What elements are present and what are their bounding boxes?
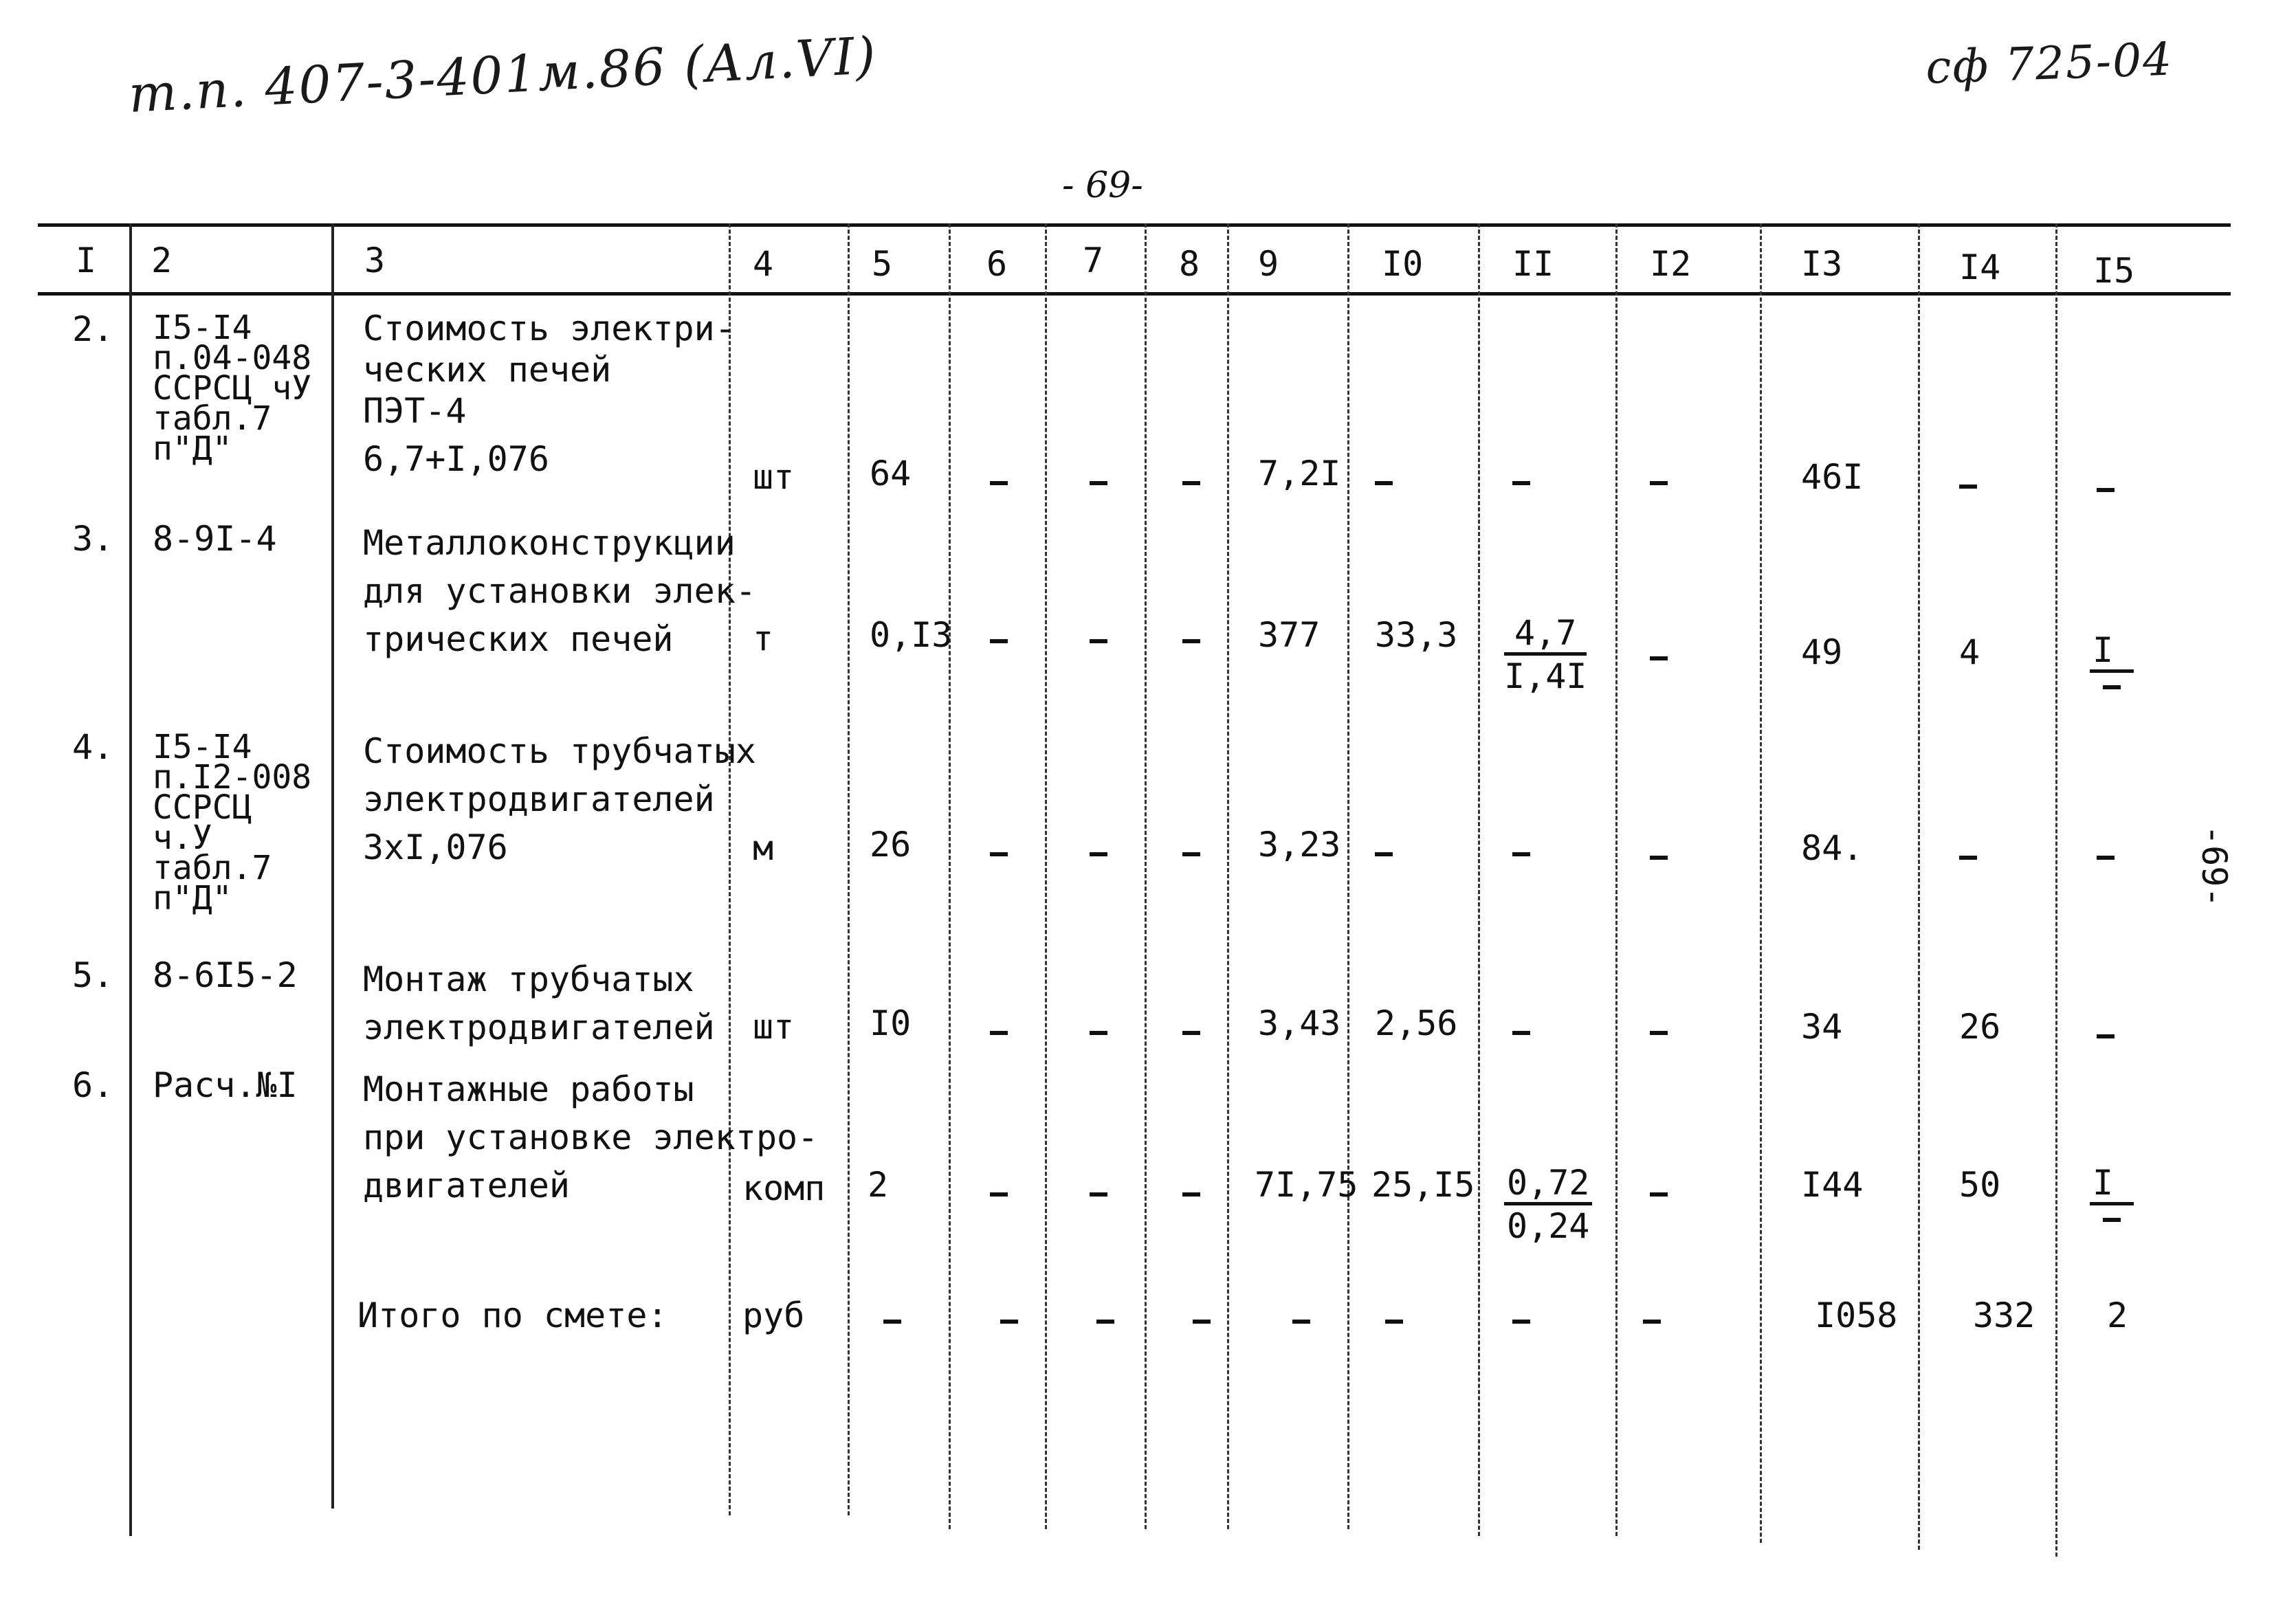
total-wage-cell: 26 bbox=[1959, 1007, 2001, 1047]
empty-dash bbox=[990, 1031, 1008, 1035]
column-divider bbox=[1347, 223, 1349, 1529]
description-line: 6,7+I,076 bbox=[363, 439, 549, 479]
grand-total-wage: 332 bbox=[1973, 1295, 2035, 1335]
table-top-rule bbox=[38, 223, 2231, 227]
description-line: трических печей bbox=[363, 619, 674, 659]
fraction-empty-denominator bbox=[2103, 685, 2121, 689]
reference-code bbox=[153, 309, 312, 468]
reference-code: 8-6I5-2 bbox=[153, 955, 298, 995]
empty-dash bbox=[1182, 1192, 1200, 1197]
empty-dash bbox=[990, 1192, 1008, 1197]
column-header: II bbox=[1512, 244, 1554, 284]
quantity-cell: I0 bbox=[870, 1003, 912, 1043]
reference-line: ч.У bbox=[153, 819, 212, 857]
empty-dash bbox=[1650, 1192, 1668, 1197]
reference-line: п.I2-008 bbox=[153, 758, 312, 797]
unit-cost-cell: 7,2I bbox=[1258, 454, 1341, 493]
empty-dash bbox=[1090, 481, 1107, 485]
reference-line: I5-I4 bbox=[153, 728, 252, 766]
row-number: 2. bbox=[72, 309, 114, 349]
reference-code bbox=[153, 728, 312, 917]
column-divider bbox=[949, 223, 951, 1529]
unit-cell: комп bbox=[742, 1168, 826, 1208]
unit-cell: шт bbox=[753, 457, 795, 497]
empty-dash bbox=[1182, 639, 1200, 643]
handwritten-document-code: сф 725-04 bbox=[1925, 32, 2174, 94]
reference-line: ССРСЦ чУ bbox=[153, 369, 312, 408]
unit-cell: м bbox=[753, 828, 774, 868]
column-divider bbox=[2055, 223, 2057, 1557]
machine-cost-fraction bbox=[1504, 1164, 1592, 1247]
empty-dash bbox=[1182, 481, 1200, 485]
empty-dash bbox=[1000, 1320, 1018, 1324]
wage-cell: 33,3 bbox=[1375, 615, 1458, 655]
fraction-numerator: I bbox=[2090, 631, 2134, 673]
row-number: 6. bbox=[72, 1065, 114, 1105]
empty-dash bbox=[1090, 1192, 1107, 1197]
empty-dash bbox=[1090, 852, 1107, 856]
description-line: электродвигателей bbox=[363, 779, 715, 819]
total-cost-cell: 84. bbox=[1801, 828, 1864, 868]
column-header: 2 bbox=[151, 241, 173, 280]
header-bottom-rule bbox=[38, 292, 2231, 296]
unit-cost-cell: 3,23 bbox=[1258, 825, 1341, 865]
empty-dash bbox=[1959, 856, 1977, 860]
grand-total-cost: I058 bbox=[1815, 1295, 1898, 1335]
empty-dash bbox=[1643, 1320, 1661, 1324]
total-cost-cell: 49 bbox=[1801, 632, 1843, 672]
description-line: ПЭТ-4 bbox=[363, 391, 467, 431]
wage-cell: 25,I5 bbox=[1371, 1165, 1475, 1205]
column-header: I0 bbox=[1382, 244, 1424, 284]
column-divider bbox=[1045, 223, 1047, 1529]
quantity-cell: 26 bbox=[870, 825, 912, 865]
reference-line: табл.7 bbox=[153, 399, 272, 438]
empty-dash bbox=[990, 852, 1008, 856]
empty-dash bbox=[1182, 1031, 1200, 1035]
column-header: 9 bbox=[1258, 244, 1279, 284]
fraction-denominator: I,4I bbox=[1504, 656, 1587, 696]
fraction-numerator: 0,72 bbox=[1504, 1164, 1592, 1205]
column-divider bbox=[1478, 223, 1480, 1536]
unit-cost-cell: 377 bbox=[1258, 615, 1321, 655]
empty-dash bbox=[1512, 1031, 1530, 1035]
row-number: 5. bbox=[72, 955, 114, 995]
reference-line: I5-I4 bbox=[153, 309, 252, 347]
description-line: для установки элек- bbox=[363, 571, 756, 611]
machine-total-fraction bbox=[2090, 631, 2134, 689]
total-label: Итого по смете: bbox=[357, 1295, 668, 1335]
total-wage-cell: 50 bbox=[1959, 1165, 2001, 1205]
machine-cost-fraction bbox=[1504, 614, 1587, 697]
empty-dash bbox=[990, 481, 1008, 485]
quantity-cell: 64 bbox=[870, 454, 912, 493]
reference-line: ССРСЦ bbox=[153, 788, 252, 827]
column-header: 3 bbox=[364, 241, 386, 280]
empty-dash bbox=[2097, 856, 2115, 860]
reference-code: Расч.№I bbox=[153, 1065, 298, 1105]
page-number: - 69- bbox=[1062, 165, 1143, 206]
item-description bbox=[363, 519, 756, 663]
reference-code: 8-9I-4 bbox=[153, 519, 277, 559]
fraction-empty-denominator bbox=[2103, 1218, 2121, 1222]
column-header: I bbox=[76, 241, 97, 280]
fraction-numerator: 4,7 bbox=[1504, 614, 1587, 656]
item-description bbox=[363, 727, 756, 871]
column-header: I2 bbox=[1650, 244, 1692, 284]
unit-cell: т bbox=[753, 619, 774, 658]
description-line: Металлоконструкции bbox=[363, 523, 736, 563]
wage-cell: 2,56 bbox=[1375, 1003, 1458, 1043]
reference-line: п"Д" bbox=[153, 430, 232, 468]
row-number: 3. bbox=[72, 519, 114, 559]
empty-dash bbox=[2097, 1034, 2115, 1038]
row-number: 4. bbox=[72, 727, 114, 767]
quantity-cell: 2 bbox=[868, 1165, 889, 1205]
empty-dash bbox=[1650, 481, 1668, 485]
empty-dash bbox=[1959, 485, 1977, 489]
reference-line: табл.7 bbox=[153, 849, 272, 887]
empty-dash bbox=[1512, 852, 1530, 856]
total-wage-cell: 4 bbox=[1959, 632, 1980, 672]
fraction-numerator: I bbox=[2090, 1164, 2134, 1205]
column-divider bbox=[1145, 223, 1147, 1529]
empty-dash bbox=[1650, 1031, 1668, 1035]
column-header: I5 bbox=[2093, 251, 2135, 291]
total-cost-cell: I44 bbox=[1801, 1165, 1864, 1205]
description-line: электродвигателей bbox=[363, 1008, 715, 1047]
empty-dash bbox=[2097, 488, 2115, 492]
machine-total-fraction bbox=[2090, 1164, 2134, 1222]
empty-dash bbox=[1193, 1320, 1211, 1324]
empty-dash bbox=[1096, 1320, 1114, 1324]
description-line: Монтажные работы bbox=[363, 1069, 694, 1109]
description-line: ческих печей bbox=[363, 350, 612, 390]
reference-line: п.04-048 bbox=[153, 339, 312, 377]
reference-line: п"Д" bbox=[153, 879, 232, 917]
empty-dash bbox=[1385, 1320, 1403, 1324]
total-cost-cell: 34 bbox=[1801, 1007, 1843, 1047]
empty-dash bbox=[1512, 1320, 1530, 1324]
column-header: I4 bbox=[1959, 247, 2001, 287]
side-page-number: -69- bbox=[2194, 825, 2234, 908]
empty-dash bbox=[1375, 481, 1393, 485]
description-line: Стоимость трубчатых bbox=[363, 731, 756, 771]
empty-dash bbox=[1090, 639, 1107, 643]
handwritten-project-reference: т.п. 407-3-401м.86 (Ал.VI) bbox=[127, 25, 879, 124]
column-header: 7 bbox=[1083, 241, 1104, 280]
empty-dash bbox=[1512, 481, 1530, 485]
empty-dash bbox=[1375, 852, 1393, 856]
empty-dash bbox=[990, 639, 1008, 643]
item-description bbox=[363, 955, 715, 1052]
fraction-denominator: 0,24 bbox=[1507, 1206, 1590, 1246]
column-header: 8 bbox=[1179, 244, 1200, 284]
column-header: 5 bbox=[872, 244, 893, 284]
unit-cost-cell: 7I,75 bbox=[1255, 1165, 1358, 1205]
total-unit: руб bbox=[742, 1295, 805, 1335]
empty-dash bbox=[1090, 1031, 1107, 1035]
column-divider bbox=[1615, 223, 1618, 1536]
empty-dash bbox=[1182, 852, 1200, 856]
description-line: Монтаж трубчатых bbox=[363, 959, 694, 999]
item-description bbox=[363, 308, 736, 487]
description-line: при установке электро- bbox=[363, 1117, 819, 1157]
total-cost-cell: 46I bbox=[1801, 457, 1864, 497]
column-header: 6 bbox=[986, 244, 1008, 284]
column-divider bbox=[848, 223, 850, 1515]
unit-cell: шт bbox=[753, 1007, 795, 1047]
column-divider bbox=[129, 223, 132, 1536]
empty-dash bbox=[1650, 856, 1668, 860]
empty-dash bbox=[1650, 656, 1668, 660]
grand-total-machine: 2 bbox=[2107, 1295, 2128, 1335]
column-divider bbox=[331, 223, 334, 1509]
column-divider bbox=[1760, 223, 1762, 1543]
description-line: 3хI,076 bbox=[363, 827, 508, 867]
column-divider bbox=[1227, 223, 1229, 1529]
description-line: Стоимость электри- bbox=[363, 309, 736, 348]
column-divider bbox=[1918, 223, 1920, 1550]
empty-dash bbox=[883, 1320, 901, 1324]
unit-cost-cell: 3,43 bbox=[1258, 1003, 1341, 1043]
empty-dash bbox=[1292, 1320, 1310, 1324]
column-header: I3 bbox=[1801, 244, 1843, 284]
column-header: 4 bbox=[753, 244, 774, 284]
description-line: двигателей bbox=[363, 1166, 571, 1205]
quantity-cell: 0,I3 bbox=[870, 615, 953, 655]
